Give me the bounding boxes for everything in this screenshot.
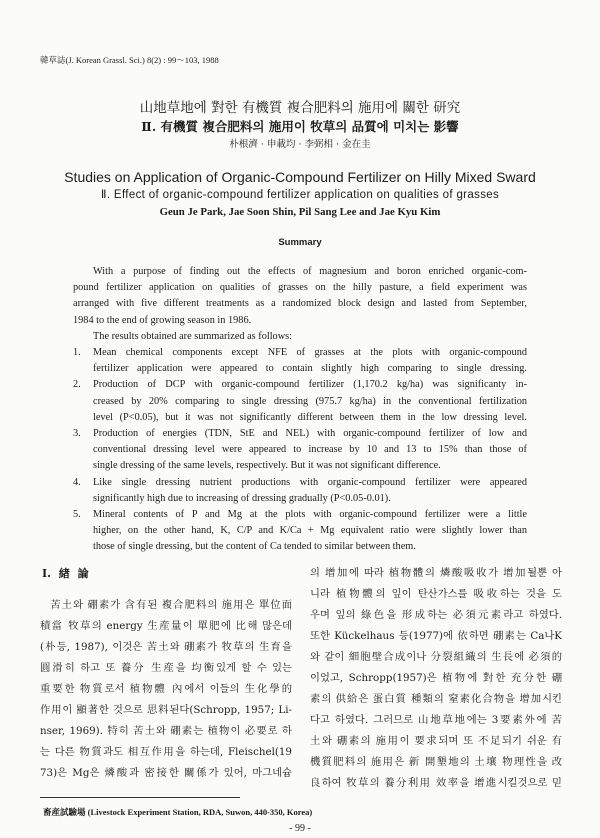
intro-text-line: 니라 植物體의 잎이 탄산가스를 吸收하는 것을 도 <box>310 587 562 600</box>
footnote-rule <box>40 797 240 798</box>
summary-item-number: 1. <box>73 347 81 359</box>
korean-title: 山地草地에 對한 有機質 複合肥料의 施用에 關한 研究 <box>139 100 461 116</box>
summary-results-lead: The results obtained are summarized as follows: <box>93 330 293 342</box>
page-number: - 99 - <box>289 823 311 834</box>
intro-text-line: 圓滑히 하고 또 養分 生産을 均衡있게 할 수 있는 <box>40 661 292 674</box>
summary-item <box>73 345 527 377</box>
summary-intro-line: With a purpose of finding out the effects of magnesium and boron enriched organic-com- <box>93 266 527 277</box>
summary-intro-line: arranged with five different treatments as a randomized block design and lasted from September, <box>73 298 527 310</box>
summary-intro-line: 1984 to the end of growing season in 1986. <box>73 314 252 326</box>
english-authors: Geun Je Park, Jae Soon Shin, Pil Sang Lee and Jae Kyu Kim <box>159 206 441 218</box>
summary-item-line: Mineral contents of P and Mg at the plots with organic-compound fertilizer were a little <box>93 509 527 521</box>
intro-text-line: 苦土와 硼素가 含有된 複合肥料의 施用은 單位面 <box>50 598 292 611</box>
intro-text-line: 良하여 牧草의 養分利用 效率을 增進시킬것으로 믿 <box>310 776 562 789</box>
intro-text-line: 重要한 物質로서 植物體 內에서 이들의 生化學的 <box>40 682 292 695</box>
summary-body <box>73 264 527 556</box>
intro-text-line: 다고 하였다. 그러므로 山地草地에는 3要素外에 苦 <box>310 713 562 726</box>
english-title: Studies on Application of Organic-Compound Fertilizer on Hilly Mixed Sward <box>64 169 536 185</box>
summary-item-line: level (P<0.05), but it was not significantly different between them in the low dressing level. <box>93 411 527 423</box>
summary-item-line: Mean chemical components except NFE of grasses at the plots with organic-compound <box>93 347 527 359</box>
summary-item <box>73 507 527 556</box>
summary-item-text <box>93 475 527 507</box>
summary-item-number: 2. <box>73 379 81 391</box>
intro-text-line: 積當 牧草의 energy 生産量이 單肥에 比해 많은데 <box>40 619 292 632</box>
summary-item-line: conventional dressing level were appeared to increase by 10 and 13 to 15% than those of <box>93 444 527 456</box>
summary-item-text <box>93 377 527 426</box>
summary-item-number: 3. <box>73 428 81 440</box>
korean-subtitle: Ⅱ. 有機質 複合肥料의 施用이 牧草의 品質에 미치는 影響 <box>141 119 459 134</box>
section-heading: Ⅰ. 緖 論 <box>42 567 89 580</box>
summary-item <box>73 426 527 475</box>
summary-item-number: 5. <box>73 509 81 521</box>
intro-text-line: 土와 硼素의 施用이 要求되며 또 不足되기 쉬운 有 <box>310 734 562 747</box>
intro-text-line: 素의 供給은 蛋白質 種類의 窒素化合物을 增加시킨 <box>310 692 562 705</box>
journal-citation: 韓草誌(J. Korean Grassl. Sci.) 8(2) : 99～103, 1988 <box>40 55 219 65</box>
summary-item-line: Like single dressing nutrient productions with organic-compound fertilizer were appeared <box>93 476 527 488</box>
summary-item-line: higher, on the other hand, K, C/P and K/Ca + Mg equivalent ratio were slightly lower than <box>93 525 527 537</box>
summary-item-text <box>93 507 527 556</box>
summary-item-line: Production of energies (TDN, StE and NEL) with organic-compound fertilizer of low and <box>93 428 527 440</box>
introduction-right-column <box>310 563 562 794</box>
intro-text-line: (朴등, 1987), 이것은 苦土와 硼素가 牧草의 生育을 <box>40 640 292 653</box>
intro-text-line: 우며 잎의 綠色을 形成하는 必須元素라고 하였다. <box>310 608 562 621</box>
affiliation-footnote: 畜産試驗場 (Livestock Experiment Station, RDA, Suwon, 440-350, Korea) <box>43 807 313 817</box>
english-subtitle: Ⅱ. Effect of organic-compound fertilizer application on qualities of grasses <box>100 189 500 201</box>
introduction-left-column <box>40 595 292 784</box>
korean-authors: 朴根濟 · 申載均 · 李弼相 · 金在圭 <box>229 139 371 150</box>
summary-item <box>73 475 527 507</box>
intro-text-line: 또한 Kückelhaus 등(1977)에 依하면 硼素는 Ca나K <box>310 629 562 642</box>
summary-item-line: single dressing of the same levels, respectively. But it was not significant difference. <box>93 460 441 472</box>
intro-text-line: 의 增加에 따라 植物體의 燐酸吸收가 增加될뿐 아 <box>310 566 562 579</box>
intro-text-line: 이었고, Schropp(1957)은 植物에 對한 充分한 硼 <box>310 671 562 684</box>
summary-item-line: significantly high due to increasing of dressing gradually (P<0.05-0.01). <box>93 492 391 504</box>
summary-item-text <box>93 426 527 475</box>
intro-text-line: 73)은 Mg은 燐酸과 密接한 關係가 있어, 마그네슘 <box>40 766 292 779</box>
intro-text-line: 와 같이 細胞壁合成이나 分裂組織의 生長에 必須的 <box>310 650 562 663</box>
summary-item-text <box>93 345 527 377</box>
intro-text-line: 는 다른 物質과도 相互作用을 하는데, Fleischel(19 <box>40 745 292 758</box>
summary-item-number: 4. <box>73 476 81 488</box>
intro-text-line: 機質肥料의 施用은 新 開墾地의 土壤 物理性을 改 <box>310 755 562 768</box>
intro-text-line: nser, 1969). 特히 苦土와 硼素는 植物이 必要로 하 <box>40 724 292 737</box>
summary-item-line: fertilizer application were appeared to contain slightly high comparing to single dressing. <box>93 363 527 375</box>
summary-intro-line: pound fertilizer application on qualities of grasses on the hilly pasture, a field experiment was <box>73 282 527 294</box>
intro-text-line: 作用이 顯著한 것으로 思料된다(Schropp, 1957; Li- <box>40 703 292 716</box>
summary-item-line: Production of DCP with organic-compound fertilizer (1,170.2 kg/ha) was significanty in- <box>93 379 527 391</box>
summary-item <box>73 377 527 426</box>
summary-heading: Summary <box>278 237 322 248</box>
summary-item-line: those of single dressing, but the content of Ca tended to similar between them. <box>93 541 416 553</box>
summary-item-line: creased by 20% comparing to single dressing (975.7 kg/ha) in the conventional fertilization <box>93 395 527 407</box>
